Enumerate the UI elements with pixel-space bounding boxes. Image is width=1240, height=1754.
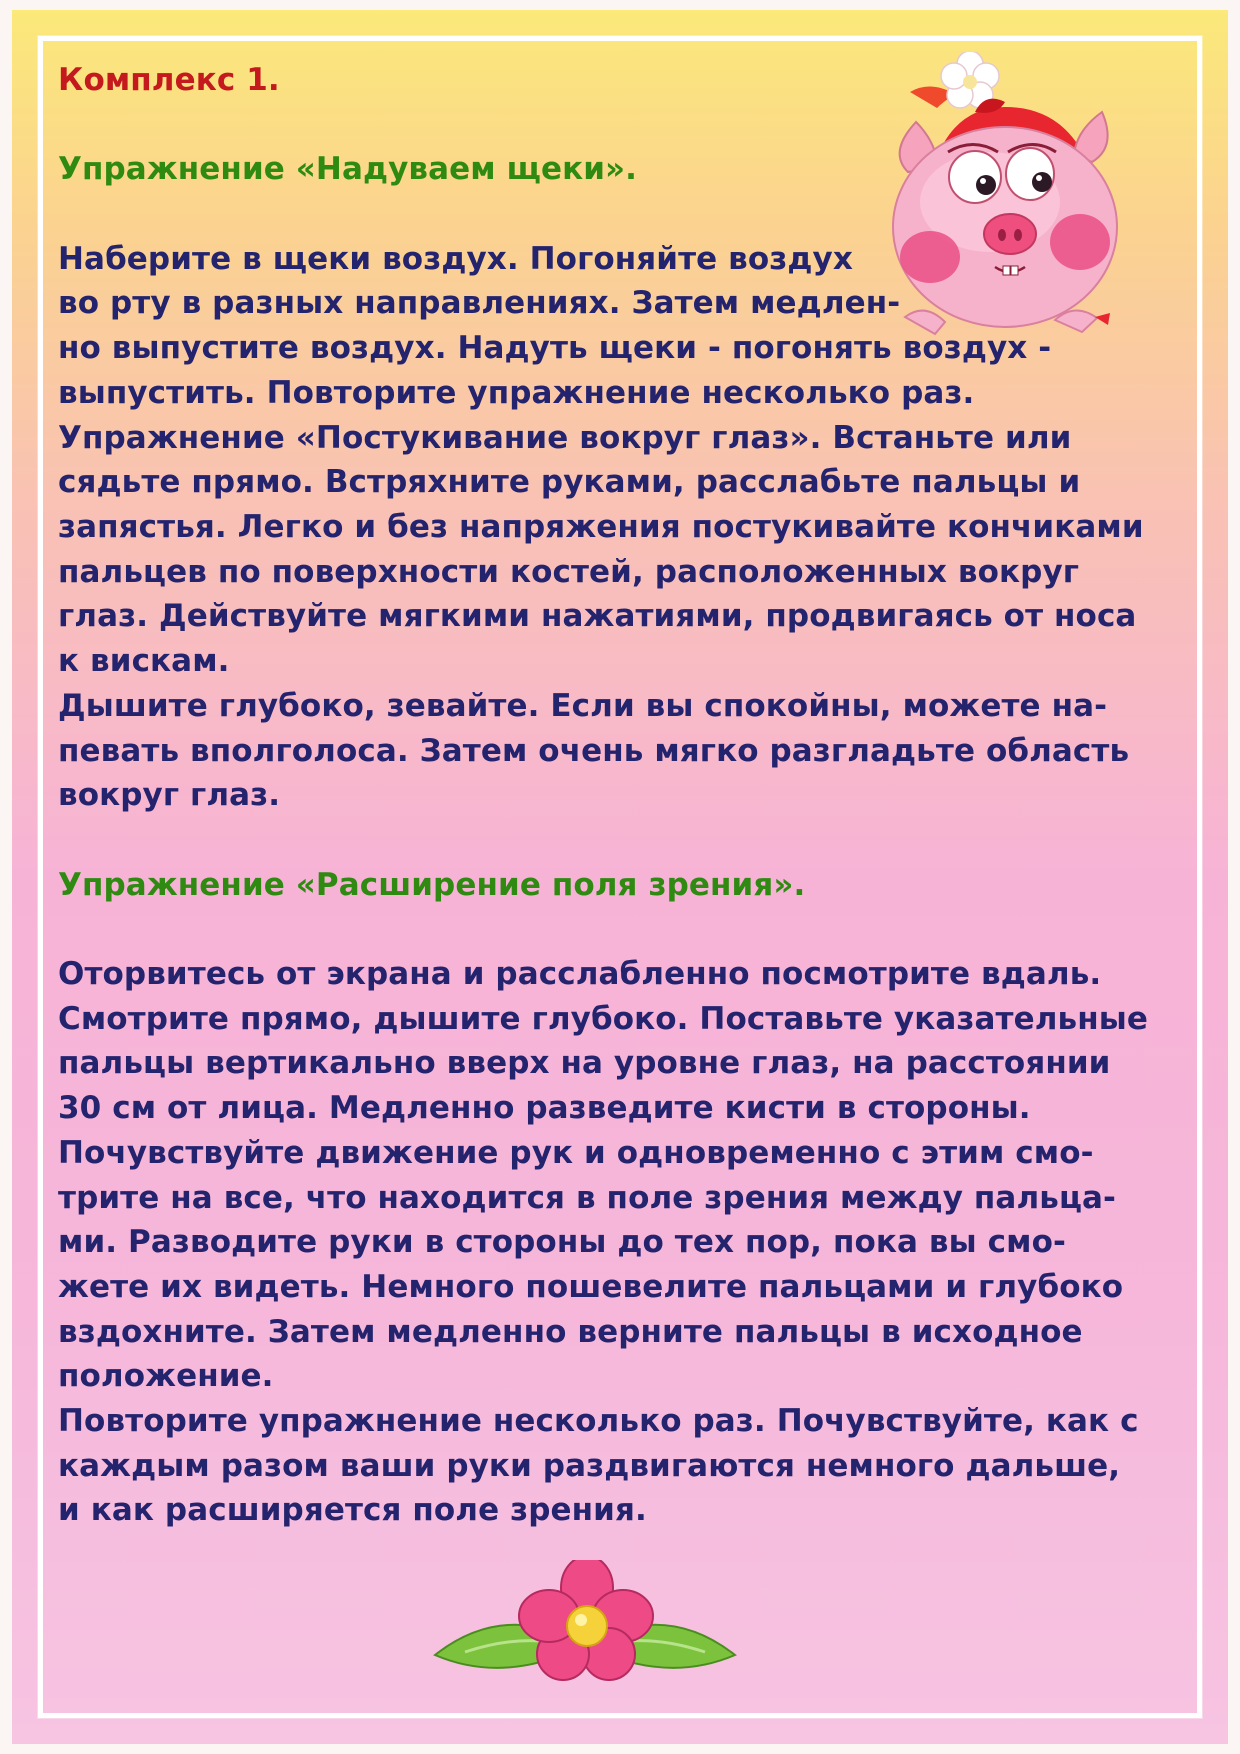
- text-line: к вискам.: [58, 643, 230, 680]
- text-line: выпустить. Повторите упражнение несколько раз.: [58, 374, 975, 411]
- text-line: Оторвитесь от экрана и расслабленно посмотрите вдаль.: [58, 956, 1102, 992]
- text-line: сядьте прямо. Встряхните руками, расслабьте пальцы и: [58, 464, 1081, 501]
- complex-title: Комплекс 1.: [58, 62, 280, 98]
- text-line: Упражнение «Постукивание вокруг глаз». Встаньте или: [58, 419, 1072, 456]
- text-line: запястья. Легко и без напряжения постукивайте кончиками: [58, 509, 1144, 545]
- text-line: Почувствуйте движение рук и одновременно с этим смо-: [58, 1134, 1094, 1171]
- text-line: но выпустите воздух. Надуть щеки - погонять воздух -: [58, 330, 1052, 367]
- text-line: пальцев по поверхности костей, расположенных вокруг: [58, 553, 1080, 590]
- text-line: 30 см от лица. Медленно разведите кисти в стороны.: [58, 1090, 1031, 1127]
- exercise-heading-cheeks: Упражнение «Надуваем щеки».: [58, 151, 638, 188]
- text-line: Наберите в щеки воздух. Погоняйте воздух: [58, 240, 853, 277]
- text-line: вокруг глаз.: [58, 777, 281, 814]
- text-line: трите на все, что находится в поле зрения между пальца-: [58, 1179, 1117, 1216]
- text-line: пальцы вертикально вверх на уровне глаз, на расстоянии: [58, 1045, 1111, 1082]
- text-line: Смотрите прямо, дышите глубоко. Поставьте указательные: [58, 1000, 1149, 1037]
- text-line: певать вполголоса. Затем очень мягко разгладьте область: [58, 732, 1130, 769]
- text-line: жете их видеть. Немного пошевелите пальцами и глубоко: [58, 1268, 1124, 1305]
- text-line: вздохните. Затем медленно верните пальцы в исходное: [58, 1313, 1083, 1350]
- text-line: каждым разом ваши руки раздвигаются немного дальше,: [58, 1447, 1121, 1484]
- text-line: и как расширяется поле зрения.: [58, 1492, 647, 1529]
- text-line: во рту в разных направлениях. Затем медлен-: [58, 285, 901, 322]
- text-line: Дышите глубоко, зевайте. Если вы спокойны, можете на-: [58, 687, 1108, 724]
- text-line: положение.: [58, 1358, 274, 1395]
- exercise-text-field-of-view: [58, 952, 1178, 1533]
- pig-character-icon: [880, 52, 1130, 352]
- text-line: Повторите упражнение несколько раз. Почувствуйте, как с: [58, 1403, 1139, 1440]
- text-line: глаз. Действуйте мягкими нажатиями, продвигаясь от носа: [58, 598, 1137, 635]
- text-line: ми. Разводите руки в стороны до тех пор, пока вы смо-: [58, 1224, 1066, 1261]
- exercise-heading-field-of-view: Упражнение «Расширение поля зрения».: [58, 866, 806, 903]
- flower-icon: [425, 1560, 745, 1695]
